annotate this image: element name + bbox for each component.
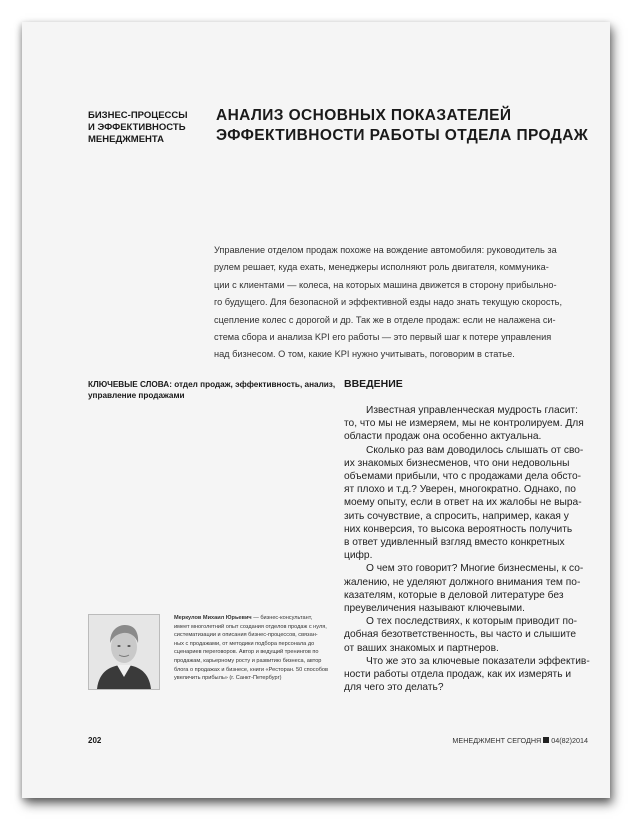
body-line: ности работы отдела продаж, как их измерять и (344, 669, 572, 681)
author-bio-line: систематизации и описания бизнес-процессов, связан- (174, 632, 318, 639)
magazine-page (22, 22, 610, 798)
body-line: О тех последствиях, к которым приводит по- (366, 616, 578, 628)
intro-heading: ВВЕДЕНИЕ (344, 378, 403, 390)
author-bio-text: — бизнес-консультант, (251, 615, 313, 621)
lead-line: го будущего. Для безопасной и эффективной езды надо знать текущую скорость, (214, 297, 562, 308)
keywords-line: КЛЮЧЕВЫЕ СЛОВА: отдел продаж, эффективность, анализ, (88, 380, 336, 389)
author-bio-line: сценариев переговоров. Автор и ведущий тренингов по (174, 649, 319, 656)
body-line: объемами прибыли, что с продажами дела обсто- (344, 471, 582, 483)
body-line: моему опыту, если в ответ на их жалобы не выра- (344, 497, 582, 509)
body-line: ят плохо и т.д.? Уверен, многократно. Однако, по (344, 484, 576, 496)
lead-line: ции с клиентами — колеса, на которых машина движется в сторону прибыльно- (214, 279, 557, 290)
journal-footer (452, 736, 588, 745)
author-photo (88, 614, 160, 690)
body-line: области продаж она особенно актуальна. (344, 431, 542, 443)
section-label-line: И ЭФФЕКТИВНОСТЬ (88, 122, 186, 133)
body-line: для чего это делать? (344, 682, 444, 694)
author-bio (174, 614, 339, 683)
journal-name: МЕНЕДЖМЕНТ СЕГОДНЯ (452, 736, 542, 745)
body-line: Известная управленческая мудрость гласит: (366, 405, 578, 416)
section-label (88, 110, 198, 146)
body-line: преувеличения называют ключевыми. (344, 603, 525, 615)
body-line: в ответ удивленный взгляд вместо конкретных (344, 537, 565, 549)
article-title (216, 106, 596, 146)
body-line: жалению, не уделяют должного внимания тем по- (344, 576, 581, 588)
lead-line: над бизнесом. О том, какие KPI нужно учитывать, поговорим в статье. (214, 349, 515, 360)
section-label-line: МЕНЕДЖМЕНТА (88, 134, 164, 145)
body-line: от ваших знакомых и партнеров. (344, 642, 499, 654)
author-bio-line: увеличить прибыль» (г. Санкт-Петербург) (174, 675, 282, 682)
lead-line: Управление отделом продаж похоже на вождение автомобиля: руководитель за (214, 245, 557, 255)
lead-line: стема сбора и анализа KPI его работы — это первый шаг к потере управления (214, 332, 552, 343)
journal-issue: 04(82)2014 (551, 736, 588, 745)
author-block (88, 614, 338, 724)
author-bio-line: продажам, карьерному росту и развитию бизнеса, автор (174, 657, 322, 664)
keywords (88, 379, 338, 401)
body-line: зить сочувствие, а спросить, например, какая у (344, 510, 569, 522)
body-line: О чем это говорит? Многие бизнесмены, к со- (366, 563, 584, 575)
body-line: Сколько раз вам доводилось слышать от сво- (366, 444, 584, 456)
author-bio-line: блога о продажах и бизнесе, книги «Ресторан. 50 способов (174, 666, 329, 673)
lead-line: сцепление колес с дорогой и др. Так же в отделе продаж: если не налажена си- (214, 314, 556, 325)
article-title-line: ЭФФЕКТИВНОСТИ РАБОТЫ ОТДЕЛА ПРОДАЖ (216, 127, 589, 144)
body-line: казателям, которые в деловой литературе без (344, 589, 564, 601)
article-lead (214, 242, 599, 364)
article-body (344, 404, 594, 694)
author-bio-line (174, 614, 339, 623)
body-line: цифр. (344, 550, 373, 562)
author-name: Меркулов Михаил Юрьевич (174, 615, 252, 621)
square-bullet-icon (543, 737, 549, 743)
body-line: них конверсия, то высока вероятность получить (344, 523, 573, 535)
body-line: Что же это за ключевые показатели эффектив- (366, 655, 590, 667)
author-bio-line: имеет многолетний опыт создания отделов продаж с нуля, (174, 623, 327, 630)
body-line: их знакомых бизнесменов, что они недовольны (344, 457, 570, 469)
keywords-line: управление продажами (88, 391, 185, 400)
lead-line: рулем решает, куда ехать, менеджеры исполняют роль двигателя, коммуника- (214, 262, 549, 273)
page-number: 202 (88, 736, 102, 745)
author-bio-line: ных с продажами, от методики подбора персонала до (174, 640, 315, 647)
body-line: добная безответственность, вы часто и слышите (344, 629, 577, 641)
section-label-line: БИЗНЕС-ПРОЦЕССЫ (88, 110, 188, 121)
body-line: то, что мы не измеряем, мы не контролируем. Для (344, 418, 584, 430)
article-title-line: АНАЛИЗ ОСНОВНЫХ ПОКАЗАТЕЛЕЙ (216, 107, 512, 124)
